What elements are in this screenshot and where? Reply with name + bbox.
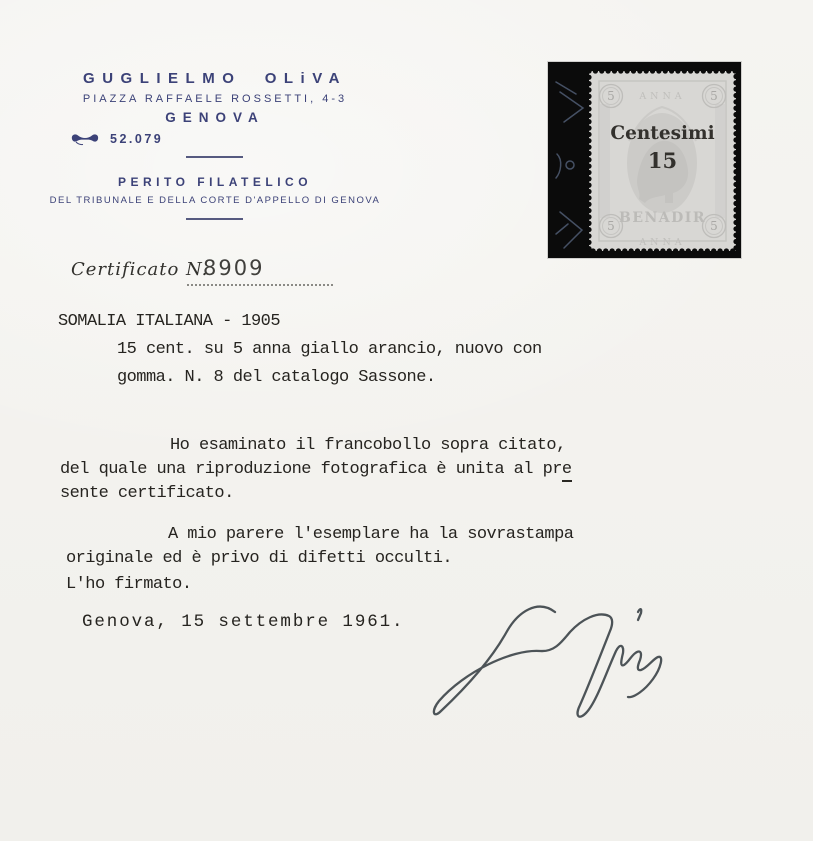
date-line: Genova, 15 settembre 1961. [82, 612, 405, 632]
expert-signature [420, 598, 682, 739]
body-line: Ho esaminato il francobollo sopra citato, [170, 436, 566, 455]
body-heading: SOMALIA ITALIANA - 1905 [58, 312, 280, 331]
stamp-value-top-left: 5 [607, 89, 615, 103]
letterhead-profession-detail: DEL TRIBUNALE E DELLA CORTE D'APPELLO DI GENOVA [49, 195, 381, 206]
certificate-number-label: Certificato N. [71, 259, 209, 280]
stamp-value-top-right: 5 [710, 89, 718, 103]
letterhead-city: GENOVA [165, 110, 265, 125]
stamp-value-bottom-left: 5 [607, 219, 615, 233]
letterhead-name: GUGLIELMO OLiVA [83, 70, 347, 87]
hyphenation-underline: e [562, 460, 572, 482]
stamp-photograph [548, 62, 741, 258]
stamp-value-bottom-right: 5 [710, 219, 718, 233]
body-line: 15 cent. su 5 anna giallo arancio, nuovo con [117, 340, 542, 359]
letterhead-divider-bottom [186, 218, 243, 220]
letterhead-profession: PERITO FILATELICO [117, 175, 313, 189]
letterhead-divider-top [186, 156, 243, 158]
photo-scratch-marks [556, 82, 583, 248]
letterhead-address: PIAZZA RAFFAELE ROSSETTI, 4-3 [82, 93, 348, 105]
certificate-number-value: 8909 [203, 256, 265, 280]
stamp-overprint-15: 15 [647, 148, 678, 173]
stamp-bottom-label: ANNA [639, 237, 686, 248]
telephone-handset-icon [70, 131, 100, 146]
letterhead-phone-row [70, 131, 163, 146]
body-line: L'ho firmato. [66, 575, 192, 594]
body-line: A mio parere l'esemplare ha la sovrastampa [168, 525, 574, 544]
body-line: del quale una riproduzione fotografica è unita al pre [60, 460, 572, 479]
body-line: sente certificato. [60, 484, 234, 503]
letterhead-phone-number: 52.079 [110, 131, 164, 146]
stamp-image [589, 71, 736, 251]
body-line: gomma. N. 8 del catalogo Sassone. [117, 368, 436, 387]
body-line: originale ed è privo di difetti occulti. [66, 549, 453, 568]
stamp-banner: BENADIR [619, 210, 706, 226]
stamp-overprint-centesimi: Centesimi [610, 123, 715, 144]
stamp-top-label: ANNA [639, 91, 686, 102]
